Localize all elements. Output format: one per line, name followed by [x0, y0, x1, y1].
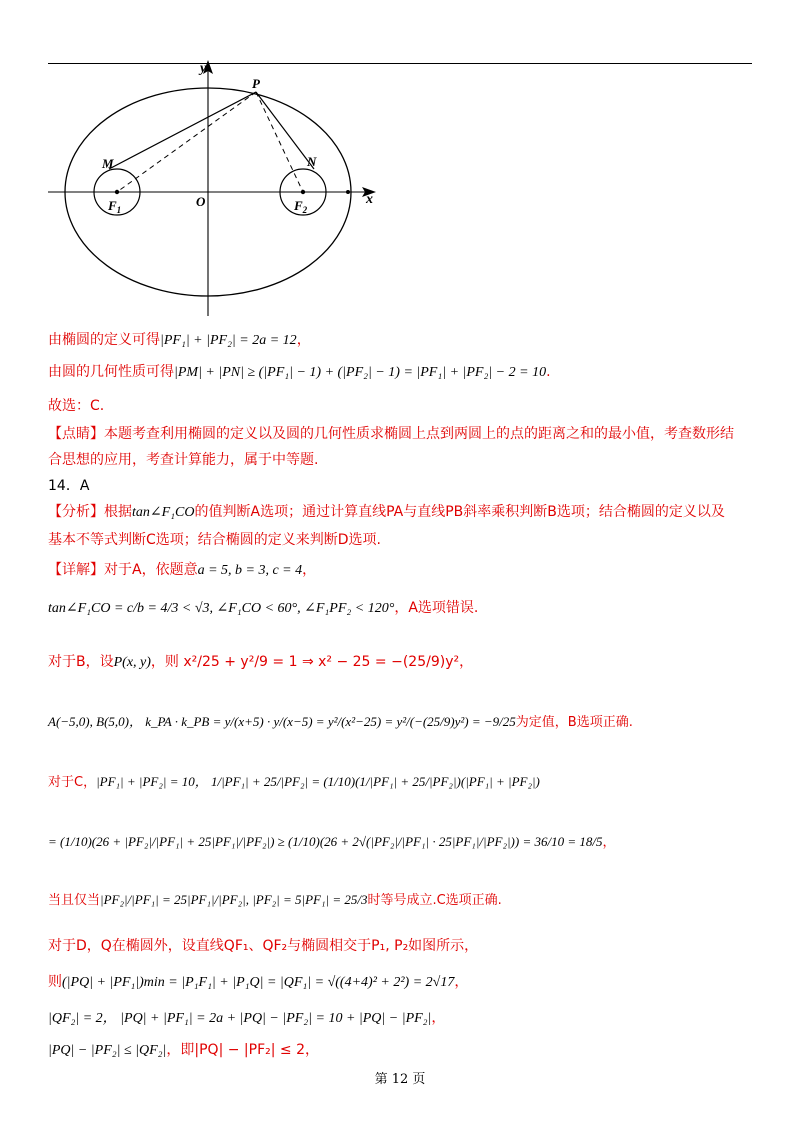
line-comment-2: 合思想的应用，考查计算能力，属于中等题.: [48, 452, 319, 468]
label-f1: $F_1$: [108, 198, 122, 215]
label-x: x: [366, 192, 373, 207]
line-tan-value: tan∠F₁CO = c/b = 4/3 < √3, ∠F₁CO < 60°, ∠F₁PF₂ < 120°，A选项错误.: [48, 600, 479, 616]
label-n: N: [307, 154, 317, 169]
label-y: y: [200, 61, 207, 76]
line-analysis-2: 基本不等式判断C选项；结合椭圆的定义来判断D选项.: [48, 532, 382, 548]
ellipse-figure: [40, 58, 400, 328]
line-qf2: |QF₂| = 2， |PQ| + |PF₁| = 2a + |PQ| − |PF₂| = 10 + |PQ| − |PF₂|，: [48, 1010, 446, 1026]
line-detail-a: 【详解】对于A，依题意a = 5, b = 3, c = 4，: [48, 562, 317, 578]
label-origin: O: [196, 194, 206, 209]
line-detail-b: 对于B，设P(x, y)，则 x²/25 + y²/9 = 1 ⇒ x² − 25 = −(25/9)y²，: [48, 654, 474, 670]
segment-pn: [256, 92, 314, 169]
line-answer-c: 故选：C.: [48, 398, 105, 414]
line-comment-1: 【点睛】本题考查利用椭圆的定义以及圆的几何性质求椭圆上点到两圆上的点的距离之和的最小值，考查数形结: [48, 426, 734, 442]
line-detail-d: 对于D，Q在椭圆外，设直线QF₁、QF₂与椭圆相交于P₁, P₂如图所示，: [48, 938, 479, 954]
line-analysis-1: 【分析】根据tan∠F₁CO的值判断A选项；通过计算直线PA与直线PB斜率乘积判断B选项；结合椭圆的定义以及: [48, 504, 725, 520]
line-min-value: 则(|PQ| + |PF₁|)min = |P₁F₁| + |P₁Q| = |QF₁| = √((4+4)² + 2²) = 2√17，: [48, 974, 469, 990]
label-p: P: [252, 76, 260, 91]
label-f2: $F_2$: [294, 198, 308, 215]
page-footer: 第 12 页: [374, 1072, 426, 1087]
segment-pm: [109, 92, 256, 169]
line-ellipse-definition: 由椭圆的定义可得|PF₁| + |PF₂| = 2a = 12，: [48, 332, 311, 348]
vertex-point: [346, 190, 350, 194]
line-equality-condition: 当且仅当|PF₂|/|PF₁| = 25|PF₁|/|PF₂|, |PF₂| = 5|PF₁| = 25/3时等号成立.C选项正确.: [48, 892, 502, 908]
line-inequality: = (1/10)(26 + |PF₂|/|PF₁| + 25|PF₁|/|PF₂|) ≥ (1/10)(26 + 2√(|PF₂|/|PF₁| · 25|PF₁|/|PF₂|)) = 36/10 = 18/5，: [48, 834, 616, 850]
line-triangle-inequality: |PQ| − |PF₂| ≤ |QF₂|，即|PQ| − |PF₂| ≤ 2，: [48, 1042, 319, 1058]
label-m: M: [102, 156, 114, 171]
segment-pf2: [256, 92, 303, 192]
line-circle-property: 由圆的几何性质可得|PM| + |PN| ≥ (|PF₁| − 1) + (|PF₂| − 1) = |PF₁| + |PF₂| − 2 = 10.: [48, 364, 551, 380]
line-q14-answer: 14．A: [48, 478, 90, 494]
line-slope-product: A(−5,0), B(5,0)， k_PA · k_PB = y/(x+5) · y/(x−5) = y²/(x²−25) = y²/(−(25/9)y²) = −9/25为定值，B选项正确.: [48, 714, 633, 730]
line-detail-c: 对于C，|PF₁| + |PF₂| = 10， 1/|PF₁| + 25/|PF₂| = (1/10)(1/|PF₁| + 25/|PF₂|)(|PF₁| + |PF₂|): [48, 774, 540, 790]
segment-pf1: [117, 92, 256, 192]
